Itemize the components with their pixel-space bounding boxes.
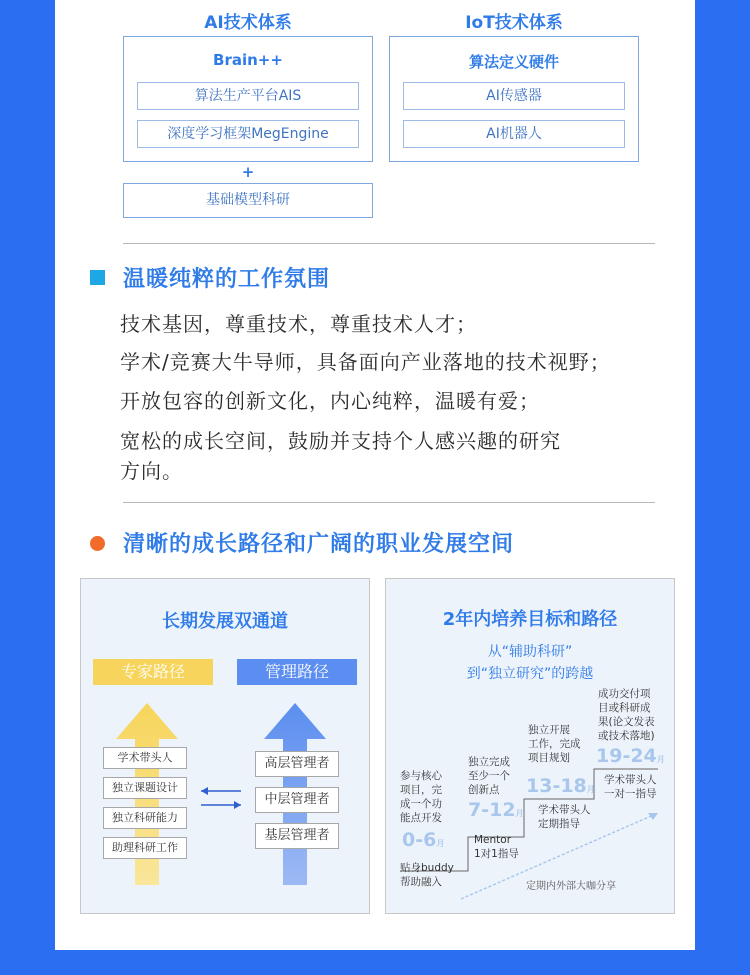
divider-1: [123, 243, 655, 244]
iot-system-frame: [389, 36, 639, 162]
iot-system-title: IoT技术体系: [465, 13, 563, 33]
stage-2-desc: 独立完成 至少一个 创新点: [468, 756, 510, 796]
stage-3-desc: 独立开展 工作，完成 项目规划: [528, 724, 581, 764]
section1-line-5: 方向。: [120, 459, 183, 483]
stage-1-desc: 参与核心 项目，完 成一个功 能点开发: [400, 770, 442, 824]
stage-3-mentor: 学术带头人 定期指导: [538, 804, 591, 830]
section2-dot-icon: [90, 536, 105, 551]
two-year-plan-panel: [385, 578, 675, 914]
stage-1-num: 0-6月: [402, 829, 445, 851]
sharing-footer: 定期内外部大咖分享: [526, 881, 616, 892]
expert-step-3: 独立科研能力: [103, 807, 187, 829]
section1-square-icon: [90, 270, 105, 285]
stage-4-mentor: 学术带头人 一对一指导: [604, 774, 657, 800]
expert-step-2: 独立课题设计: [103, 777, 187, 799]
section1-line-3: 开放包容的创新文化，内心纯粹，温暖有爱；: [120, 389, 540, 413]
iot-head-label: 算法定义硬件: [468, 53, 559, 71]
ai-item-ais: 算法生产平台AIS: [137, 82, 359, 110]
stage-4-desc: 成功交付项 目或科研成 果(论文发表 或技术落地): [598, 688, 655, 742]
expert-path-label: 专家路径: [93, 659, 213, 685]
two-year-subtitle-2: 到“独立研究”的跨越: [466, 666, 594, 682]
dual-track-panel: [80, 578, 370, 914]
brain-label: Brain++: [213, 51, 283, 69]
iot-item-robot: AI机器人: [403, 120, 625, 148]
divider-2: [123, 502, 655, 503]
manage-step-3: 基层管理者: [255, 823, 339, 849]
two-year-subtitle-1: 从“辅助科研”: [487, 644, 573, 660]
base-model-box: 基础模型科研: [123, 183, 373, 218]
section1-line-1: 技术基因，尊重技术，尊重技术人才；: [120, 312, 477, 336]
dual-track-title: 长期发展双通道: [162, 611, 288, 632]
content-card: [55, 0, 695, 950]
expert-step-4: 助理科研工作: [103, 837, 187, 859]
ai-item-megengine: 深度学习框架MegEngine: [137, 120, 359, 148]
stage-4-num: 19-24月: [596, 745, 665, 767]
ai-system-frame: [123, 36, 373, 162]
ai-system-title: AI技术体系: [204, 13, 292, 33]
section1-title: 温暖纯粹的工作氛围: [123, 267, 331, 292]
plus-sign: +: [241, 163, 255, 181]
manage-step-1: 高层管理者: [255, 751, 339, 777]
manage-path-label: 管理路径: [237, 659, 357, 685]
two-year-plan-title: 2年内培养目标和路径: [442, 609, 618, 630]
section2-title: 清晰的成长路径和广阔的职业发展空间: [123, 532, 515, 557]
section1-line-2: 学术/竞赛大牛导师，具备面向产业落地的技术视野；: [120, 350, 611, 374]
stage-2-mentor: Mentor 1对1指导: [474, 834, 519, 860]
expert-step-1: 学术带头人: [103, 747, 187, 769]
stage-1-mentor: 贴身buddy 帮助融入: [400, 862, 454, 888]
stage-3-num: 13-18月: [526, 775, 595, 797]
iot-item-sensor: AI传感器: [403, 82, 625, 110]
manage-step-2: 中层管理者: [255, 787, 339, 813]
stage-2-num: 7-12月: [468, 799, 524, 821]
section1-line-4: 宽松的成长空间，鼓励并支持个人感兴趣的研究: [120, 429, 561, 453]
